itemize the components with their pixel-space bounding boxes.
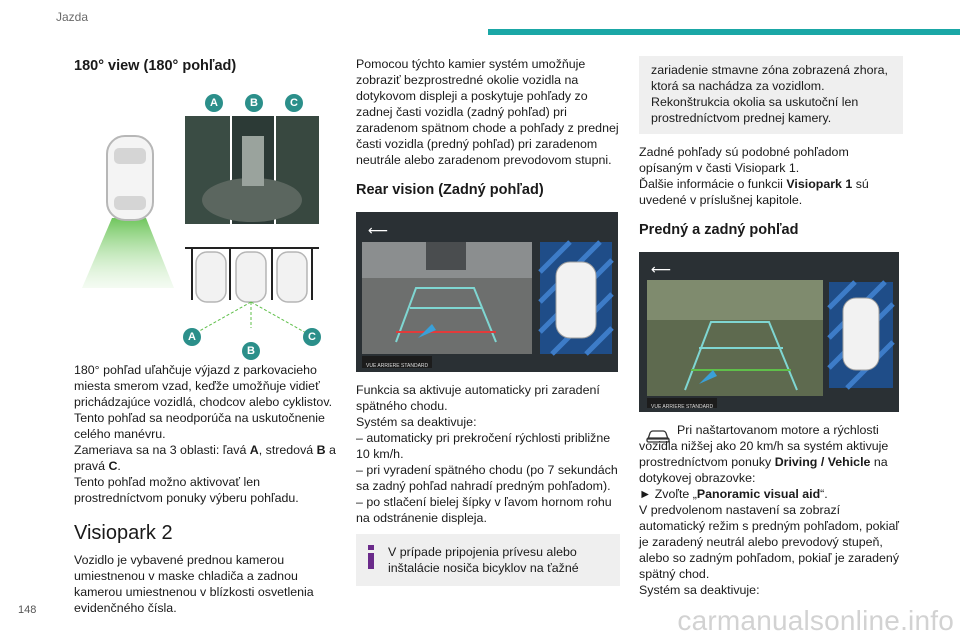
label-b-bottom: B: [242, 342, 260, 360]
svg-text:⟵: ⟵: [368, 223, 389, 239]
parking-lot-diagram: [185, 248, 319, 334]
figure-180-view-graphic: [74, 88, 336, 358]
activation-text: [639, 422, 903, 486]
paragraph-rear-speed: – automaticky pri prekročení rýchlosti približne 10 km/h.: [356, 431, 611, 461]
car-icon: [645, 426, 671, 446]
paragraph-visiopark-1-info: [639, 176, 903, 208]
activation-text-2: na dotykovej obrazovke:: [639, 455, 888, 485]
svg-text:⟵: ⟵: [651, 262, 672, 278]
camera-coverage-cone: [82, 218, 174, 288]
label-c-top: C: [285, 94, 303, 112]
activation-text-1: Pri naštartovanom motore a rýchlosti vozidla nižšej ako 20 km/h sa systém aktivuje prostredníctvom ponuky: [639, 423, 889, 469]
header-section-title: Jazda: [56, 10, 89, 24]
area-a: A: [249, 443, 259, 457]
front-rear-screen-graphic: [639, 252, 899, 412]
paragraph-visiopark-2: Vozidlo je vybavené prednou kamerou umiestnenou v maske chladiča a zadnou kamerou umiestnenou v blízkosti osvetlenia evidenčného čísla.: [74, 553, 314, 615]
visiopark-1-term: Visiopark 1: [786, 177, 853, 191]
rear-vision-screen-label: VUE ARRIERE STANDARD: [366, 363, 429, 369]
car-top-view-icon: [107, 136, 153, 220]
section-heading-180-view: 180° view (180° pohľad): [74, 58, 237, 74]
areas-text-2: , stredová: [258, 443, 317, 457]
label-a-top: A: [205, 94, 223, 112]
section-heading-rear-vision: Rear vision (Zadný pohľad): [356, 182, 544, 198]
rear-vision-screen-graphic: [356, 212, 618, 372]
note-trailer: [356, 534, 620, 586]
info-icon: [368, 545, 374, 569]
figure-180-view: [74, 88, 336, 358]
section-heading-visiopark-2: Visiopark 2: [74, 522, 173, 544]
paragraph-rear-deactivate: Systém sa deaktivuje:: [356, 415, 477, 429]
front-rear-screen-label: VUE ARRIERE STANDARD: [651, 404, 714, 410]
column-right: [639, 56, 903, 598]
paragraph-activation: [639, 422, 903, 486]
column-middle: [356, 56, 620, 586]
paragraph-180-activation: Tento pohľad možno aktivovať len prostredníctvom ponuky výberu pohľadu.: [74, 475, 299, 505]
label-c-bottom: C: [303, 328, 321, 346]
label-b-top: B: [245, 94, 263, 112]
paragraph-rear-arrow: – po stlačení bielej šípky v ľavom hornom rohu na odstránenie displeja.: [356, 495, 612, 525]
front-rear-screen-image: [639, 252, 899, 412]
areas-text-4: .: [117, 459, 121, 473]
area-b: B: [316, 443, 326, 457]
area-c: C: [108, 459, 118, 473]
paragraph-deactivation: Systém sa deaktivuje:: [639, 583, 760, 597]
paragraph-rear-views-similar: Zadné pohľady sú podobné pohľadom opísaným v časti Visiopark 1.: [639, 145, 849, 175]
section-heading-front-rear-view: Predný a zadný pohľad: [639, 222, 799, 238]
column-left: [74, 56, 336, 616]
header-accent-bar: [488, 29, 960, 35]
camera-view-image: [185, 116, 319, 224]
select-text-1: ► Zvoľte „: [639, 487, 697, 501]
paragraph-rear-auto: Funkcia sa aktivuje automaticky pri zaradení spätného chodu.: [356, 383, 600, 413]
select-text-2: “.: [820, 487, 828, 501]
paragraph-180-areas: [74, 442, 336, 474]
visiopark-info-text-2: sú uvedené v príslušnej kapitole.: [639, 177, 869, 207]
panoramic-visual-aid-term: Panoramic visual aid: [696, 487, 821, 501]
watermark: carmanualsonline.info: [677, 605, 954, 636]
paragraph-cameras: Pomocou týchto kamier systém umožňuje zobraziť bezprostredné okolie vozidla na dotykovom displeji a poskytuje pohľady zo zadnej časti vozidla (zadný pohľad) pri zaradenom spätnom chode a pohľady z prednej časti vozidla (predný pohľad) pri zaradenom neutrále alebo zaradenom prevodovom stupni.: [356, 57, 619, 167]
paragraph-180-intro: 180° pohľad uľahčuje výjazd z parkovacieho miesta smerom vzad, keďže umožňuje vidieť prichádzajúce vozidlá, chodcov alebo cyklistov. Tento pohľad sa neodporúča na uskutočnenie celého manévru.: [74, 363, 333, 441]
paragraph-rear-gear: – pri vyradení spätného chodu (po 7 sekundách sa zadný pohľad nahradí predným pohľadom).: [356, 463, 618, 493]
visiopark-info-text: Ďalšie informácie o funkcii: [639, 177, 787, 191]
note-trailer-continued-text: zariadenie stmavne zóna zobrazená zhora, ktorá sa nachádza za vozidlom. Rekonštrukcia okolia sa uskutoční len prostredníctvom prednej kamery.: [651, 63, 888, 125]
note-trailer-continued: [639, 56, 903, 134]
areas-text: Zameriava sa na 3 oblasti: ľavá: [74, 443, 250, 457]
note-trailer-text: V prípade pripojenia prívesu alebo inštalácie nosiča bicyklov na ťažné: [388, 545, 579, 575]
areas-text-3: a pravá: [74, 443, 336, 473]
label-a-bottom: A: [183, 328, 201, 346]
paragraph-default-mode: V predvolenom nastavení sa zobrazí automatický režim s predným pohľadom, pokiaľ je zaradený neutrál alebo prevodový stupeň, alebo so zadným pohľadom, pokiaľ je zaradený spätný chod.: [639, 503, 900, 581]
page-number: 148: [18, 604, 37, 616]
driving-vehicle-menu: Driving / Vehicle: [774, 455, 871, 469]
rear-vision-screen-image: [356, 212, 618, 372]
paragraph-select-panoramic: [639, 486, 903, 502]
